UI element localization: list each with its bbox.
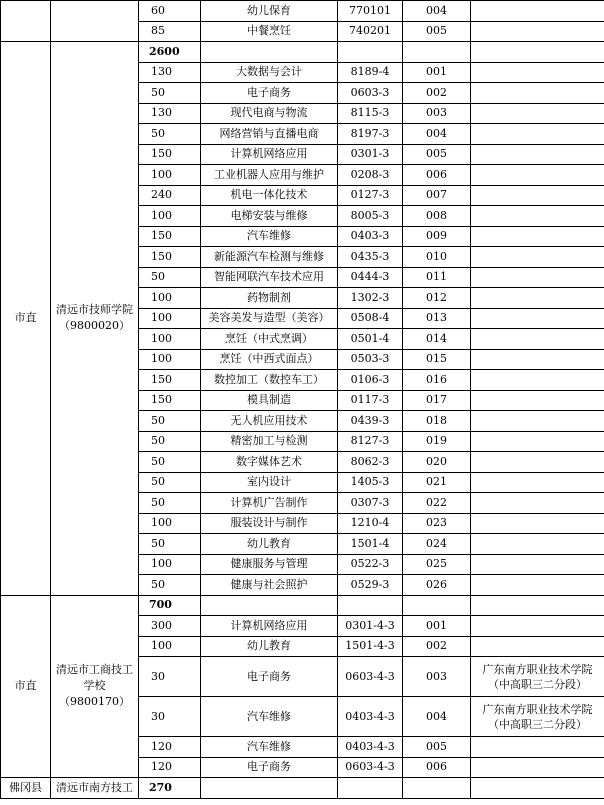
cell-note bbox=[471, 534, 604, 555]
cell-count: 120 bbox=[139, 757, 201, 778]
table-row bbox=[1, 778, 604, 799]
cell-count: 100 bbox=[139, 349, 201, 370]
cell-count: 150 bbox=[139, 144, 201, 165]
cell-note bbox=[471, 411, 604, 432]
cell-seq: 019 bbox=[403, 431, 471, 452]
cell-code: 0403-3 bbox=[338, 226, 403, 247]
cell-code: 8062-3 bbox=[338, 452, 403, 473]
cell-major: 服装设计与制作 bbox=[201, 513, 338, 534]
cell-note bbox=[471, 144, 604, 165]
cell-major: 机电一体化技术 bbox=[201, 185, 338, 206]
cell-code: 0439-3 bbox=[338, 411, 403, 432]
cell-major: 美容美发与造型（美容） bbox=[201, 308, 338, 329]
cell-code: 0603-4-3 bbox=[338, 657, 403, 697]
cell-code: 0603-3 bbox=[338, 83, 403, 104]
cell-count: 50 bbox=[139, 124, 201, 145]
cell-code: 8127-3 bbox=[338, 431, 403, 452]
cell-major: 新能源汽车检测与维修 bbox=[201, 247, 338, 268]
cell-code: 0301-3 bbox=[338, 144, 403, 165]
cell-major: 电子商务 bbox=[201, 757, 338, 778]
cell-note bbox=[471, 575, 604, 596]
cell-total: 270 bbox=[139, 778, 201, 799]
cell-code: 0127-3 bbox=[338, 185, 403, 206]
cell-major: 健康服务与管理 bbox=[201, 554, 338, 575]
cell-note bbox=[471, 616, 604, 637]
cell-code: 0503-3 bbox=[338, 349, 403, 370]
cell-code: 0522-3 bbox=[338, 554, 403, 575]
cell-note bbox=[471, 493, 604, 514]
cell-note bbox=[471, 42, 604, 63]
cell-major: 电子商务 bbox=[201, 657, 338, 697]
cell-major: 智能网联汽车技术应用 bbox=[201, 267, 338, 288]
cell-code: 0307-3 bbox=[338, 493, 403, 514]
cell-code: 0529-3 bbox=[338, 575, 403, 596]
cell-count: 100 bbox=[139, 165, 201, 186]
cell-count: 50 bbox=[139, 83, 201, 104]
cell-count: 150 bbox=[139, 370, 201, 391]
cell-count: 50 bbox=[139, 493, 201, 514]
cell-seq: 004 bbox=[403, 697, 471, 737]
cell-code bbox=[338, 778, 403, 799]
cell-code: 0117-3 bbox=[338, 390, 403, 411]
cell-school: 清远市技师学院（9800020） bbox=[51, 42, 139, 596]
cell-note bbox=[471, 390, 604, 411]
cell-code: 1302-3 bbox=[338, 288, 403, 309]
cell-note bbox=[471, 349, 604, 370]
cell-major: 数字媒体艺术 bbox=[201, 452, 338, 473]
cell-note bbox=[471, 185, 604, 206]
cell-count: 50 bbox=[139, 472, 201, 493]
cell-note: 广东南方职业技术学院（中高职三二分段） bbox=[471, 657, 604, 697]
cell-seq: 005 bbox=[403, 21, 471, 42]
cell-seq: 007 bbox=[403, 185, 471, 206]
cell-count: 130 bbox=[139, 103, 201, 124]
cell-major: 网络营销与直播电商 bbox=[201, 124, 338, 145]
cell-major: 精密加工与检测 bbox=[201, 431, 338, 452]
cell-count: 60 bbox=[139, 1, 201, 22]
cell-seq: 018 bbox=[403, 411, 471, 432]
cell-code: 0435-3 bbox=[338, 247, 403, 268]
cell-code: 1501-4 bbox=[338, 534, 403, 555]
cell-major bbox=[201, 595, 338, 616]
cell-area: 市直 bbox=[1, 595, 51, 778]
cell-note bbox=[471, 206, 604, 227]
cell-seq: 004 bbox=[403, 1, 471, 22]
cell-major bbox=[201, 42, 338, 63]
cell-major: 药物制剂 bbox=[201, 288, 338, 309]
cell-seq: 008 bbox=[403, 206, 471, 227]
cell-note bbox=[471, 431, 604, 452]
cell-count: 50 bbox=[139, 452, 201, 473]
cell-note bbox=[471, 247, 604, 268]
cell-total: 2600 bbox=[139, 42, 201, 63]
cell-major: 电子商务 bbox=[201, 83, 338, 104]
cell-note bbox=[471, 636, 604, 657]
cell-count: 150 bbox=[139, 247, 201, 268]
cell-seq: 010 bbox=[403, 247, 471, 268]
cell-count: 100 bbox=[139, 329, 201, 350]
cell-seq: 001 bbox=[403, 616, 471, 637]
cell-seq: 001 bbox=[403, 62, 471, 83]
cell-major: 数控加工（数控车工） bbox=[201, 370, 338, 391]
cell-code: 0603-4-3 bbox=[338, 757, 403, 778]
cell-note bbox=[471, 21, 604, 42]
cell-seq bbox=[403, 595, 471, 616]
cell-major: 室内设计 bbox=[201, 472, 338, 493]
cell-seq: 002 bbox=[403, 83, 471, 104]
cell-major: 中餐烹饪 bbox=[201, 21, 338, 42]
cell-code bbox=[338, 42, 403, 63]
cell-major: 烹饪（中西式面点） bbox=[201, 349, 338, 370]
cell-seq: 016 bbox=[403, 370, 471, 391]
cell-note bbox=[471, 288, 604, 309]
cell-count: 100 bbox=[139, 636, 201, 657]
cell-major: 汽车维修 bbox=[201, 737, 338, 758]
cell-code: 0208-3 bbox=[338, 165, 403, 186]
cell-seq: 003 bbox=[403, 103, 471, 124]
cell-major: 幼儿教育 bbox=[201, 534, 338, 555]
cell-code bbox=[338, 595, 403, 616]
cell-seq: 023 bbox=[403, 513, 471, 534]
cell-major: 工业机器人应用与维护 bbox=[201, 165, 338, 186]
cell-note bbox=[471, 267, 604, 288]
cell-area: 市直 bbox=[1, 42, 51, 596]
cell-school: 清远市南方技工 bbox=[51, 778, 139, 799]
cell-count: 100 bbox=[139, 288, 201, 309]
cell-school bbox=[51, 1, 139, 42]
cell-code: 770101 bbox=[338, 1, 403, 22]
cell-note bbox=[471, 370, 604, 391]
cell-code: 0403-4-3 bbox=[338, 737, 403, 758]
cell-seq: 022 bbox=[403, 493, 471, 514]
cell-area bbox=[1, 1, 51, 42]
cell-seq: 024 bbox=[403, 534, 471, 555]
cell-count: 100 bbox=[139, 308, 201, 329]
cell-seq: 025 bbox=[403, 554, 471, 575]
table-row bbox=[1, 595, 604, 616]
cell-seq: 006 bbox=[403, 165, 471, 186]
cell-major bbox=[201, 778, 338, 799]
cell-note bbox=[471, 737, 604, 758]
table-row bbox=[1, 1, 604, 22]
cell-seq: 017 bbox=[403, 390, 471, 411]
cell-count: 150 bbox=[139, 390, 201, 411]
cell-seq: 020 bbox=[403, 452, 471, 473]
cell-seq: 014 bbox=[403, 329, 471, 350]
cell-code: 0403-4-3 bbox=[338, 697, 403, 737]
cell-count: 240 bbox=[139, 185, 201, 206]
cell-note bbox=[471, 308, 604, 329]
cell-code: 1405-3 bbox=[338, 472, 403, 493]
cell-count: 300 bbox=[139, 616, 201, 637]
cell-major: 模具制造 bbox=[201, 390, 338, 411]
cell-code: 740201 bbox=[338, 21, 403, 42]
cell-note bbox=[471, 165, 604, 186]
cell-seq: 009 bbox=[403, 226, 471, 247]
cell-major: 无人机应用技术 bbox=[201, 411, 338, 432]
cell-note bbox=[471, 513, 604, 534]
cell-note bbox=[471, 329, 604, 350]
cell-count: 100 bbox=[139, 513, 201, 534]
cell-note bbox=[471, 124, 604, 145]
cell-note bbox=[471, 554, 604, 575]
cell-major: 大数据与会计 bbox=[201, 62, 338, 83]
cell-major: 汽车维修 bbox=[201, 697, 338, 737]
cell-seq bbox=[403, 42, 471, 63]
cell-major: 健康与社会照护 bbox=[201, 575, 338, 596]
cell-count: 85 bbox=[139, 21, 201, 42]
cell-note bbox=[471, 62, 604, 83]
cell-major: 计算机网络应用 bbox=[201, 616, 338, 637]
cell-count: 130 bbox=[139, 62, 201, 83]
cell-seq bbox=[403, 778, 471, 799]
cell-seq: 026 bbox=[403, 575, 471, 596]
cell-count: 30 bbox=[139, 657, 201, 697]
cell-seq: 005 bbox=[403, 737, 471, 758]
cell-note: 广东南方职业技术学院（中高职三二分段） bbox=[471, 697, 604, 737]
cell-count: 50 bbox=[139, 575, 201, 596]
cell-major: 现代电商与物流 bbox=[201, 103, 338, 124]
cell-major: 烹饪（中式烹调） bbox=[201, 329, 338, 350]
cell-major: 计算机网络应用 bbox=[201, 144, 338, 165]
cell-seq: 006 bbox=[403, 757, 471, 778]
cell-note bbox=[471, 472, 604, 493]
cell-seq: 004 bbox=[403, 124, 471, 145]
cell-area: 佛冈县 bbox=[1, 778, 51, 799]
cell-seq: 013 bbox=[403, 308, 471, 329]
cell-code: 0444-3 bbox=[338, 267, 403, 288]
cell-note bbox=[471, 1, 604, 22]
cell-code: 8197-3 bbox=[338, 124, 403, 145]
cell-major: 幼儿保育 bbox=[201, 1, 338, 22]
cell-code: 0501-4 bbox=[338, 329, 403, 350]
cell-major: 计算机广告制作 bbox=[201, 493, 338, 514]
cell-count: 120 bbox=[139, 737, 201, 758]
cell-count: 50 bbox=[139, 431, 201, 452]
cell-note bbox=[471, 83, 604, 104]
cell-count: 50 bbox=[139, 411, 201, 432]
cell-note bbox=[471, 226, 604, 247]
cell-seq: 021 bbox=[403, 472, 471, 493]
cell-count: 150 bbox=[139, 226, 201, 247]
cell-seq: 005 bbox=[403, 144, 471, 165]
cell-code: 8115-3 bbox=[338, 103, 403, 124]
cell-code: 0508-4 bbox=[338, 308, 403, 329]
cell-code: 0106-3 bbox=[338, 370, 403, 391]
cell-code: 8005-3 bbox=[338, 206, 403, 227]
cell-seq: 015 bbox=[403, 349, 471, 370]
cell-note bbox=[471, 103, 604, 124]
cell-count: 100 bbox=[139, 206, 201, 227]
cell-seq: 003 bbox=[403, 657, 471, 697]
cell-code: 1210-4 bbox=[338, 513, 403, 534]
cell-seq: 002 bbox=[403, 636, 471, 657]
cell-code: 8189-4 bbox=[338, 62, 403, 83]
cell-note bbox=[471, 778, 604, 799]
cell-major: 汽车维修 bbox=[201, 226, 338, 247]
cell-total: 700 bbox=[139, 595, 201, 616]
cell-major: 幼儿教育 bbox=[201, 636, 338, 657]
table-row bbox=[1, 42, 604, 63]
cell-major: 电梯安装与维修 bbox=[201, 206, 338, 227]
cell-count: 50 bbox=[139, 534, 201, 555]
cell-seq: 012 bbox=[403, 288, 471, 309]
cell-note bbox=[471, 595, 604, 616]
cell-note bbox=[471, 452, 604, 473]
cell-code: 1501-4-3 bbox=[338, 636, 403, 657]
cell-count: 30 bbox=[139, 697, 201, 737]
cell-note bbox=[471, 757, 604, 778]
cell-school: 清远市工商技工学校（9800170） bbox=[51, 595, 139, 778]
cell-seq: 011 bbox=[403, 267, 471, 288]
cell-count: 50 bbox=[139, 267, 201, 288]
cell-code: 0301-4-3 bbox=[338, 616, 403, 637]
cell-count: 100 bbox=[139, 554, 201, 575]
